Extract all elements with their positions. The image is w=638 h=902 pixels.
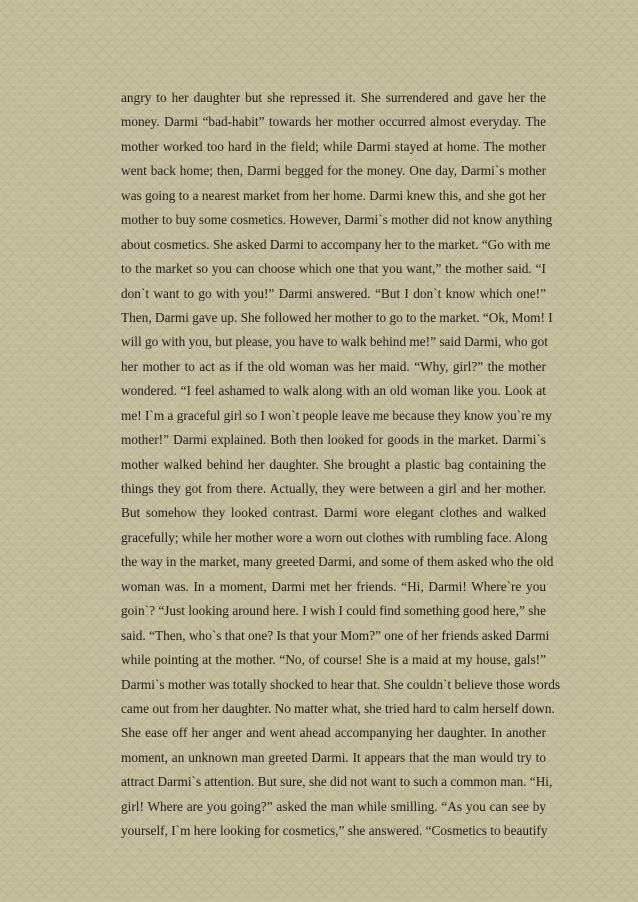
text-line-12: her mother to act as if the old woman was her maid. “Why, girl?” the mother (121, 358, 546, 374)
text-line-18: But somehow they looked contrast. Darmi wore elegant clothes and walked (121, 505, 546, 521)
text-line-20: the way in the market, many greeted Darmi, and some of them asked who the old (121, 554, 554, 570)
text-line-2: money. Darmi “bad-habit” towards her mother occurred almost everyday. The (121, 114, 546, 130)
text-line-16: mother walked behind her daughter. She brought a plastic bag containing the (121, 456, 546, 472)
text-line-28: moment, an unknown man greeted Darmi. It appears that the man would try to (121, 749, 546, 765)
text-line-19: gracefully; while her mother wore a worn out clothes with rumbling face. Along (121, 529, 548, 545)
text-line-8: to the market so you can choose which one that you want,” the mother said. “I (121, 261, 546, 277)
text-line-27: She ease off her anger and went ahead accompanying her daughter. In another (121, 725, 546, 741)
text-line-13: wondered. “I feel ashamed to walk along with an old woman like you. Look at (121, 383, 546, 399)
story-text-block (121, 86, 561, 844)
text-line-14: me! I`m a graceful girl so I won`t people leave me because they know you`re my (121, 407, 552, 423)
text-line-5: was going to a nearest market from her home. Darmi knew this, and she got her (121, 187, 546, 203)
text-line-17: things they got from there. Actually, they were between a girl and her mother. (121, 481, 546, 496)
text-line-9: don`t want to go with you!” Darmi answered. “But I don`t know which one!” (121, 285, 546, 301)
text-line-23: said. “Then, who`s that one? Is that your Mom?” one of her friends asked Darmi (121, 627, 550, 643)
text-line-15: mother!” Darmi explained. Both then looked for goods in the market. Darmi`s (121, 432, 546, 448)
text-line-11: will go with you, but please, you have to walk behind me!” said Darmi, who got (121, 334, 548, 350)
text-line-26: came out from her daughter. No matter what, she tried hard to calm herself down. (121, 700, 555, 716)
text-line-30: girl! Where are you going?” asked the man while smilling. “As you can see by (121, 798, 546, 814)
text-line-31: yourself, I`m here looking for cosmetics,” she answered. “Cosmetics to beautify (121, 823, 548, 839)
text-line-21: woman was. In a moment, Darmi met her friends. “Hi, Darmi! Where`re you (121, 578, 546, 594)
text-line-22: goin`? “Just looking around here. I wish I could find something good here,” she (121, 603, 546, 619)
text-line-10: Then, Darmi gave up. She followed her mother to go to the market. “Ok, Mom! I (121, 309, 553, 325)
text-line-1: angry to her daughter but she repressed it. She surrendered and gave her the (121, 90, 546, 105)
text-line-6: mother to buy some cosmetics. However, Darmi`s mother did not know anything (121, 212, 553, 228)
text-line-7: about cosmetics. She asked Darmi to accompany her to the market. “Go with me (121, 236, 551, 252)
text-line-3: mother worked too hard in the field; while Darmi stayed at home. The mother (121, 138, 546, 154)
text-line-29: attract Darmi`s attention. But sure, she did not want to such a common man. “Hi, (121, 774, 553, 790)
text-line-25: Darmi`s mother was totally shocked to hear that. She couldn`t believe those words (121, 676, 561, 692)
text-line-4: went back home; then, Darmi begged for the money. One day, Darmi`s mother (121, 163, 546, 179)
text-line-24: while pointing at the mother. “No, of course! She is a maid at my house, gals!” (121, 652, 546, 668)
